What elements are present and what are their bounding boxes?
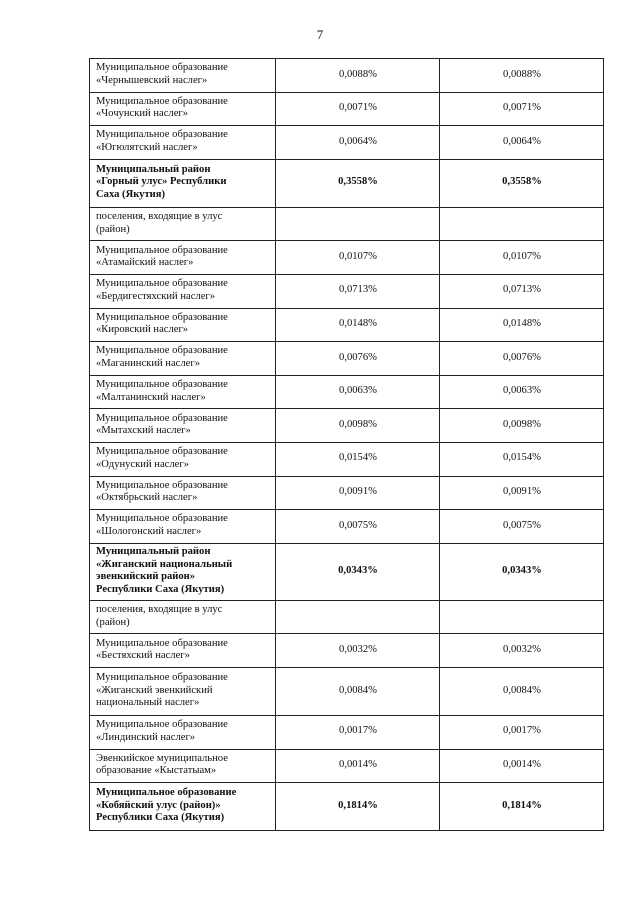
entity-name-cell [90,476,276,510]
entity-name-line: Муниципальное образование [96,637,228,649]
share-value-cell-2: 0,0091% [440,476,604,510]
entity-name-line: (район) [96,223,130,235]
table-row-district [90,159,604,207]
entity-name-line: Муниципальное образование [96,672,228,684]
entity-name-cell [90,241,276,275]
share-value-cell-1: 0,0032% [276,634,440,668]
share-value-cell-2: 0,0014% [440,749,604,783]
share-value-cell-1: 0,0075% [276,510,440,544]
share-value-cell-1: 0,0088% [276,59,440,93]
entity-name-line: Саха (Якутия) [96,189,166,201]
entity-name-line: Муниципальное образование [96,513,228,525]
entity-name-cell [90,375,276,409]
entity-name-line: «Бердигестяхский наслег» [96,290,216,302]
entity-name-line: Муниципальное образование [96,378,228,390]
entity-name-line: «Югюлятский наслег» [96,141,198,153]
entity-name-cell [90,409,276,443]
share-value-cell-1: 0,0017% [276,715,440,749]
entity-name-line: «Атамайский наслег» [96,257,194,269]
share-value-cell-2: 0,0713% [440,274,604,308]
entity-name-line: Республики Саха (Якутия) [96,812,225,824]
entity-name-line: Муниципальное образование [96,95,228,107]
entity-name-cell [90,667,276,715]
entity-name-line: «Мытахский наслег» [96,425,191,437]
table-body [90,59,604,831]
share-value-cell-1: 0,0148% [276,308,440,342]
table-row [90,476,604,510]
entity-name-line: поселения, входящие в улус [96,603,223,615]
share-value-cell-2: 0,0107% [440,241,604,275]
share-value-cell-1: 0,1814% [276,783,440,831]
share-value-cell-1: 0,0014% [276,749,440,783]
entity-name-line: «Жиганский эвенкийский [96,684,213,696]
entity-name-line: Муниципальное образование [96,129,228,141]
share-value-cell-1: 0,0091% [276,476,440,510]
share-value-cell-1: 0,0343% [276,543,440,600]
table-row [90,510,604,544]
entity-name-line: Муниципальное образование [96,62,228,74]
entity-name-cell [90,342,276,376]
entity-name-line: (район) [96,616,130,628]
table-row [90,59,604,93]
table-row [90,600,604,634]
entity-name-cell [90,749,276,783]
share-value-cell-1: 0,0071% [276,92,440,126]
table-row-district [90,543,604,600]
table-row [90,126,604,160]
table-row [90,749,604,783]
entity-name-line: «Кировский наслег» [96,324,189,336]
share-value-cell-2: 0,0148% [440,308,604,342]
table-row [90,667,604,715]
entity-name-line: Муниципальное образование [96,412,228,424]
entity-name-cell [90,634,276,668]
entity-name-line: «Малтанинский наслег» [96,391,206,403]
table-row-district [90,783,604,831]
share-value-cell-1 [276,600,440,634]
table-row [90,634,604,668]
entity-name-line: «Жиганский национальный [96,558,233,570]
entity-name-line: Муниципальное образование [96,479,228,491]
share-value-cell-1: 0,0154% [276,442,440,476]
entity-name-line: Муниципальное образование [96,311,228,323]
allocation-table [89,58,604,831]
share-value-cell-1: 0,0063% [276,375,440,409]
entity-name-line: «Линдинский наслег» [96,731,196,743]
entity-name-cell [90,207,276,241]
share-value-cell-1: 0,0064% [276,126,440,160]
table-row [90,409,604,443]
entity-name-line: «Шологонский наслег» [96,525,202,537]
entity-name-cell [90,442,276,476]
table-row [90,241,604,275]
table-row [90,715,604,749]
entity-name-line: Муниципальное образование [96,345,228,357]
entity-name-line: Муниципальное образование [96,787,237,799]
share-value-cell-2 [440,207,604,241]
share-value-cell-1: 0,3558% [276,159,440,207]
share-value-cell-2: 0,0154% [440,442,604,476]
entity-name-line: «Кобяйский улус (район)» [96,799,221,811]
share-value-cell-2: 0,0071% [440,92,604,126]
table-row [90,442,604,476]
entity-name-cell [90,126,276,160]
share-value-cell-2: 0,0343% [440,543,604,600]
table-row [90,92,604,126]
share-value-cell-2: 0,0076% [440,342,604,376]
entity-name-line: Эвенкийское муниципальное [96,752,228,764]
table-row [90,274,604,308]
share-value-cell-2: 0,0063% [440,375,604,409]
entity-name-cell [90,92,276,126]
entity-name-line: «Октябрьский наслег» [96,492,198,504]
entity-name-line: Республики Саха (Якутия) [96,583,225,595]
entity-name-line: «Чернышевский наслег» [96,74,208,86]
table-row [90,308,604,342]
table-row [90,375,604,409]
entity-name-cell [90,59,276,93]
table-row [90,207,604,241]
entity-name-cell [90,543,276,600]
share-value-cell-1: 0,0084% [276,667,440,715]
entity-name-line: «Бестяхский наслег» [96,650,190,662]
entity-name-cell [90,510,276,544]
entity-name-line: Муниципальный район [96,546,211,558]
entity-name-cell [90,715,276,749]
share-value-cell-2: 0,0017% [440,715,604,749]
entity-name-line: Муниципальный район [96,163,211,175]
share-value-cell-1: 0,0107% [276,241,440,275]
share-value-cell-1 [276,207,440,241]
entity-name-line: «Горный улус» Республики [96,176,227,188]
share-value-cell-2: 0,0088% [440,59,604,93]
entity-name-line: национальный наслег» [96,697,200,709]
entity-name-line: Муниципальное образование [96,244,228,256]
share-value-cell-1: 0,0076% [276,342,440,376]
table-row [90,342,604,376]
share-value-cell-2: 0,3558% [440,159,604,207]
share-value-cell-2: 0,0098% [440,409,604,443]
entity-name-line: «Маганинский наслег» [96,357,201,369]
entity-name-cell [90,783,276,831]
entity-name-line: эвенкийский район» [96,571,196,583]
entity-name-line: образование «Кыстатыам» [96,765,217,777]
share-value-cell-2: 0,0032% [440,634,604,668]
page-number: 7 [316,27,324,42]
entity-name-cell [90,274,276,308]
share-value-cell-2 [440,600,604,634]
share-value-cell-2: 0,0075% [440,510,604,544]
share-value-cell-2: 0,1814% [440,783,604,831]
entity-name-line: поселения, входящие в улус [96,210,223,222]
entity-name-line: «Одунуский наслег» [96,458,190,470]
entity-name-line: Муниципальное образование [96,278,228,290]
entity-name-cell [90,600,276,634]
share-value-cell-1: 0,0098% [276,409,440,443]
entity-name-line: Муниципальное образование [96,719,228,731]
share-value-cell-1: 0,0713% [276,274,440,308]
entity-name-cell [90,308,276,342]
share-value-cell-2: 0,0064% [440,126,604,160]
entity-name-cell [90,159,276,207]
entity-name-line: Муниципальное образование [96,446,228,458]
share-value-cell-2: 0,0084% [440,667,604,715]
entity-name-line: «Чочунский наслег» [96,108,189,120]
